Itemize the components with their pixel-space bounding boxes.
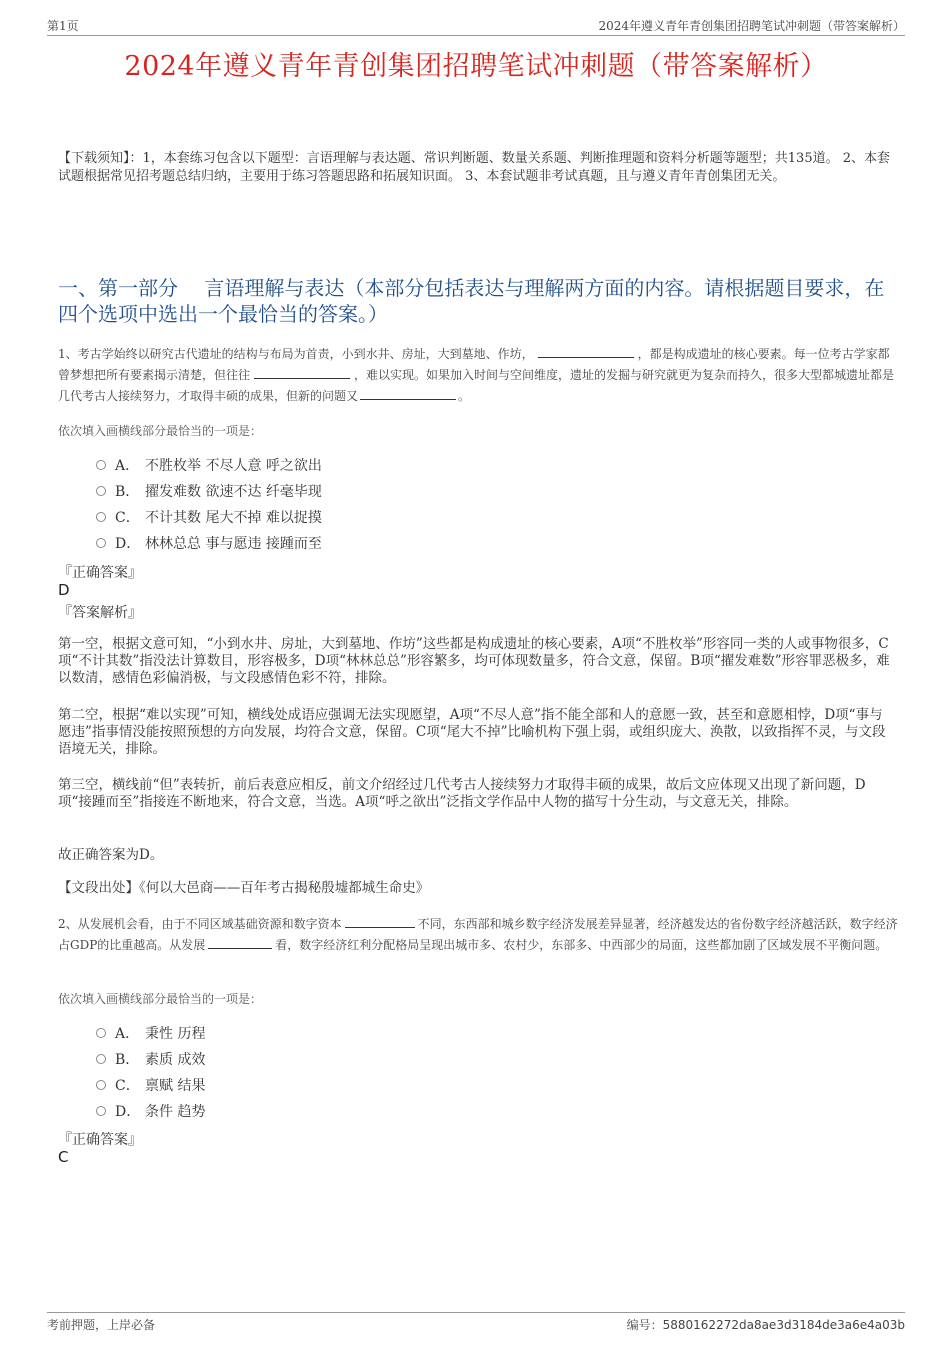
source-citation: 【文段出处】《何以大邑商——百年考古揭秘殷墟都城生命史》 [58,880,430,896]
radio-icon[interactable] [96,538,106,548]
answer-label: 『正确答案』 [58,565,142,581]
analysis-label: 『答案解析』 [58,605,142,621]
blank-2 [208,935,272,949]
blank-1 [345,914,415,928]
question-1-prompt: 依次填入画横线部分最恰当的一项是： [58,424,263,438]
answer-label: 『正确答案』 [58,1132,142,1148]
option-b[interactable]: B． 擢发难数 欲速不达 纤毫毕现 [96,478,322,504]
download-notice: 【下载须知】：1，本套练习包含以下题型：言语理解与表达题、常识判断题、数量关系题、判断推理题和资料分析题等题型；共135道。 2、本套试题根据常见招考题总结归纳，主要用于练习答题思路和拓展知识面。 3、本套试题非考试真题，且与遵义青年青创集团无关。 [58,151,890,184]
analysis-paragraph-2: 第二空，根据“难以实现”可知，横线处成语应强调无法实现愿望，A项“不尽人意”指不能全部和人的意愿一致，甚至和意愿相悖，D项“事与愿违”指事情没能按照预想的方向发展，均符合文意，保留。C项“尾大不掉”比喻机构下强上弱，或组织庞大、涣散，以致指挥不灵，与文段语境无关，排除。 [58,707,886,757]
radio-icon[interactable] [96,1106,106,1116]
option-a[interactable]: A． 秉性 历程 [96,1020,205,1046]
radio-icon[interactable] [96,486,106,496]
page-number: 第1页 [47,19,79,33]
blank-1 [538,344,634,358]
radio-icon[interactable] [96,460,106,470]
footer-slogan: 考前押题，上岸必备 [47,1318,156,1332]
answer-value: D [58,581,70,599]
radio-icon[interactable] [96,512,106,522]
option-a[interactable]: A． 不胜枚举 不尽人意 呼之欲出 [96,452,322,478]
question-2-text: 2、从发展机会看，由于不同区域基础资源和数字资本 不同，东西部和城乡数字经济发展差异显著，经济越发达的省份数字经济越活跃，数字经济占GDP的比重越高。从发展 看，数字经济红利分配格局呈现出城市多、农村少，东部多、中西部少的局面，这些都加剧了区域发展不平衡问题。 [58,914,898,956]
document-code: 编号：5880162272da8ae3d3184de3a6e4a03b [626,1318,905,1332]
answer-value: C [58,1148,69,1166]
analysis-paragraph-1: 第一空，根据文意可知，“小到水井、房址，大到墓地、作坊”这些都是构成遗址的核心要素，A项“不胜枚举”形容同一类的人或事物很多，C项“不计其数”指没法计算数目，形容极多，D项“林林总总”形容繁多，均可体现数量多，符合文意，保留。B项“擢发难数”形容罪恶极多，难以数清，感情色彩偏消极，与文段感情色彩不符，排除。 [58,636,890,686]
question-2-options [96,1020,205,1124]
option-b[interactable]: B． 素质 成效 [96,1046,205,1072]
section-title: 一、第一部分 言语理解与表达（本部分包括表达与理解两方面的内容。请根据题目要求，在四个选项中选出一个最恰当的答案。） [58,276,885,326]
radio-icon[interactable] [96,1054,106,1064]
question-1-options [96,452,322,556]
analysis-conclusion: 故正确答案为D。 [58,847,164,863]
header-doc-title: 2024年遵义青年青创集团招聘笔试冲刺题（带答案解析） [598,19,905,33]
radio-icon[interactable] [96,1028,106,1038]
question-1-text: 1、考古学始终以研究古代遗址的结构与布局为首责，小到水井、房址，大到墓地、作坊， ，都是构成遗址的核心要素。每一位考古学家都曾梦想把所有要素揭示清楚，但往往 ，难以实现。如果加入时间与空间维度，遗址的发掘与研究就更为复杂而持久，很多大型都城遗址都是几代考古人接续努力，才取得丰硕的成果，但新的问题又 。 [58,344,898,407]
blank-2 [254,365,350,379]
question-2-prompt: 依次填入画横线部分最恰当的一项是： [58,992,263,1006]
analysis-paragraph-3: 第三空，横线前“但”表转折，前后表意应相反，前文介绍经过几代考古人接续努力才取得丰硕的成果，故后文应体现又出现了新问题，D项“接踵而至”指接连不断地来，符合文意，当选。A项“呼之欲出”泛指文学作品中人物的描写十分生动，与文意无关，排除。 [58,777,866,810]
page-header [47,14,905,36]
option-d[interactable]: D． 条件 趋势 [96,1098,205,1124]
option-d[interactable]: D． 林林总总 事与愿违 接踵而至 [96,530,322,556]
radio-icon[interactable] [96,1080,106,1090]
document-title: 2024年遵义青年青创集团招聘笔试冲刺题（带答案解析） [124,51,828,82]
option-c[interactable]: C． 禀赋 结果 [96,1072,205,1098]
option-c[interactable]: C． 不计其数 尾大不掉 难以捉摸 [96,504,322,530]
blank-3 [360,386,456,400]
page-footer [47,1312,905,1334]
